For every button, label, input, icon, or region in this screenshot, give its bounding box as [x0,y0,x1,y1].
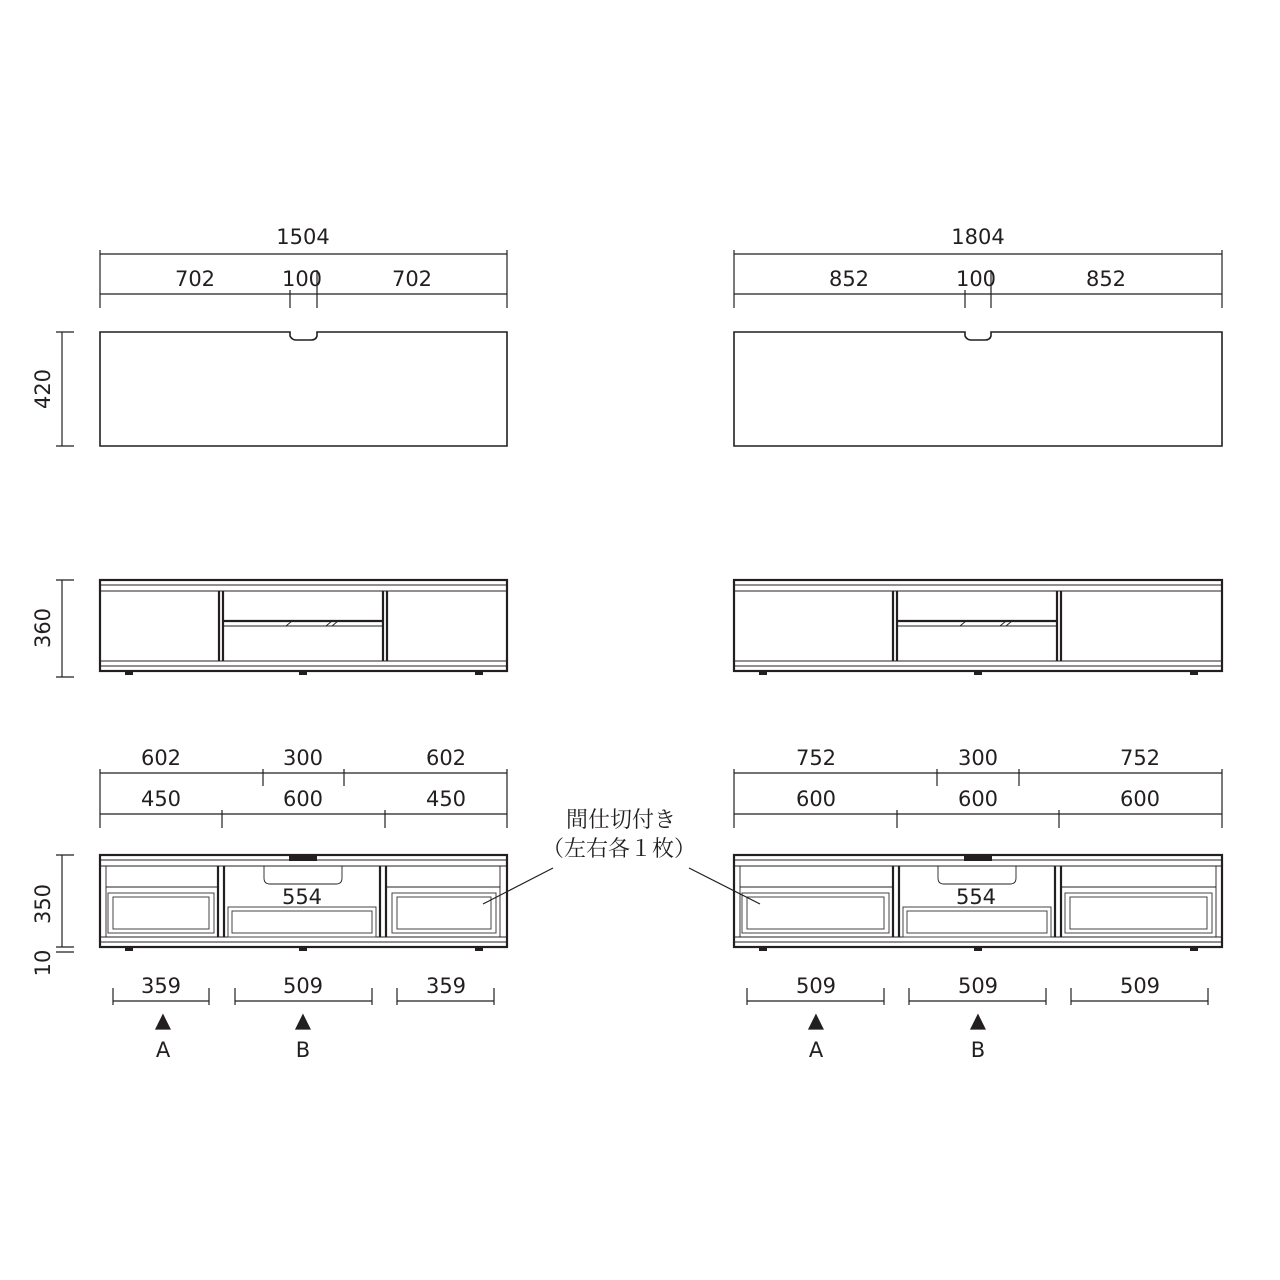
dim-base: 10 [31,949,55,977]
dim-bottom-left: 359 [140,974,182,998]
dim-overall-width: 1504 [276,225,330,249]
dim-right-segment: 702 [391,267,433,291]
dim-outer-right: 752 [1119,746,1161,770]
dim-height-section: 350 [31,883,55,925]
dim-outer-center: 300 [957,746,999,770]
dim-center-drawer: 554 [281,885,323,909]
marker-arrow-a: ▲ [807,1008,825,1032]
dim-inner-right: 450 [425,787,467,811]
marker-label-a: A [808,1038,824,1062]
dim-inner-left: 600 [795,787,837,811]
dim-inner-left: 450 [140,787,182,811]
front-view-1504 [100,580,507,675]
unit-1504 [31,225,507,1062]
annotation-line-2: （左右各１枚） [541,837,697,862]
dim-depth: 420 [31,368,55,410]
dim-outer-right: 602 [425,746,467,770]
dim-outer-left: 602 [140,746,182,770]
dim-inner-center: 600 [282,787,324,811]
dim-bottom-center: 509 [957,974,999,998]
dim-bottom-left: 509 [795,974,837,998]
dim-overall-width: 1804 [951,225,1005,249]
dim-left-segment: 852 [828,267,870,291]
marker-arrow-a: ▲ [154,1008,172,1032]
top-view-outline-1504 [100,332,507,446]
marker-label-b: B [970,1038,986,1062]
dim-left-segment: 702 [174,267,216,291]
dim-center-segment: 100 [281,267,323,291]
unit-1804 [734,225,1222,1062]
depth-dimension-1504 [56,332,74,446]
dim-bottom-right: 509 [1119,974,1161,998]
marker-label-a: A [155,1038,171,1062]
dim-outer-center: 300 [282,746,324,770]
leader-line-right [689,868,760,904]
dim-bottom-center: 509 [282,974,324,998]
leader-line-left [483,868,553,904]
dim-center-drawer: 554 [955,885,997,909]
section-height-dimension-1504 [56,855,74,952]
dim-height-front: 360 [31,607,55,649]
marker-label-b: B [295,1038,311,1062]
dim-inner-right: 600 [1119,787,1161,811]
dim-center-segment: 100 [955,267,997,291]
marker-arrow-b: ▲ [969,1008,987,1032]
top-view-outline-1804 [734,332,1222,446]
height-dimension-1504 [56,580,74,677]
dim-inner-center: 600 [957,787,999,811]
dim-outer-left: 752 [795,746,837,770]
dim-right-segment: 852 [1085,267,1127,291]
partition-annotation [483,808,760,904]
front-view-1804 [734,580,1222,675]
dim-bottom-right: 359 [425,974,467,998]
annotation-line-1: 間仕切付き [565,808,677,833]
marker-arrow-b: ▲ [294,1008,312,1032]
